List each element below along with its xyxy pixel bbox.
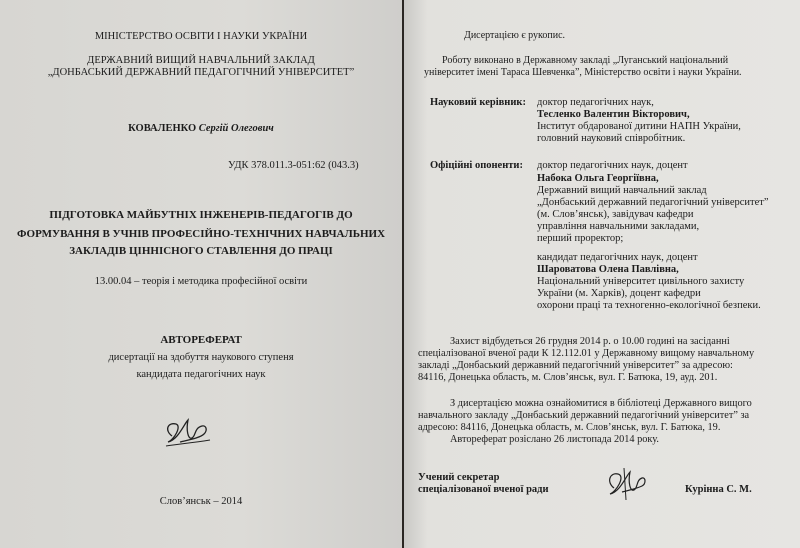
opponent1-line: (м. Слов’янськ), завідувач кафедри — [537, 209, 694, 220]
doc-type: АВТОРЕФЕРАТ — [160, 334, 242, 346]
author-name — [0, 123, 402, 135]
opponent1-line: Набока Ольга Георгіївна, — [537, 173, 659, 184]
supervisor-line: Тесленко Валентин Вікторович, — [537, 109, 690, 120]
library-line: адресою: 84116, Донецька область, м. Слов’янськ, вул. Г. Батюка, 19. — [418, 422, 721, 433]
imprint-page — [404, 0, 800, 548]
title-line-2: ФОРМУВАННЯ В УЧНІВ ПРОФЕСІЙНО-ТЕХНІЧНИХ НАВЧАЛЬНИХ — [16, 228, 386, 240]
title-line-1: ПІДГОТОВКА МАЙБУТНІХ ІНЖЕНЕРІВ-ПЕДАГОГІВ ДО — [49, 209, 353, 221]
manuscript-note: Дисертацією є рукопис. — [464, 30, 566, 41]
defense-line: Захист відбудеться 26 грудня 2014 р. о 10.00 годині на засіданні — [450, 336, 730, 347]
secretary-signature-icon — [602, 464, 652, 504]
secretary-name: Куріннa С. М. — [685, 484, 752, 495]
opponent1-line: управління навчальними закладами, — [537, 221, 700, 232]
supervisor-line: доктор педагогічних наук, — [537, 97, 654, 108]
opponent2-line: Національний університет цивільного захисту — [537, 276, 745, 287]
opponent1-line: „Донбаський державний педагогічний університет” — [537, 197, 769, 208]
supervisor-label: Науковий керівник: — [430, 97, 526, 108]
library-line: навчального закладу „Донбаський державний педагогічний університет” за — [418, 410, 750, 421]
defense-line: спеціалізованої вченої ради К 12.112.01 у Державному вищому навчальному — [418, 348, 755, 359]
opponent2-line: України (м. Харків), доцент кафедри — [537, 288, 701, 299]
institution-line-2: „ДОНБАСЬКИЙ ДЕРЖАВНИЙ ПЕДАГОГІЧНИЙ УНІВЕРСИТЕТ” — [47, 67, 355, 78]
author-signature-icon — [158, 410, 218, 452]
supervisor-line: головний науковий співробітник. — [537, 133, 686, 144]
supervisor-line: Інститут обдарованої дитини НАПН України, — [537, 121, 741, 132]
library-line: З дисертацією можна ознайомитися в бібліотеці Державного вищого — [450, 398, 752, 409]
secretary-title-1: Учений секретар — [418, 472, 500, 483]
defense-line: 84116, Донецька область, м. Слов’янськ, вул. Г. Батюка, 19, ауд. 201. — [418, 372, 718, 383]
ministry-heading: МІНІСТЕРСТВО ОСВІТИ І НАУКИ УКРАЇНИ — [94, 31, 308, 42]
specialty: 13.00.04 – теорія і методика професійної освіти — [94, 276, 308, 287]
degree-line-1: дисертації на здобуття наукового ступеня — [108, 352, 294, 363]
performed-line-2: університет імені Тараса Шевченка”, Міністерство освіти і науки України. — [424, 67, 742, 78]
degree-line-2: кандидата педагогічних наук — [136, 369, 266, 380]
opponents-label: Офіційні опоненти: — [430, 160, 523, 171]
author-given-name: Сергій Олегович — [196, 123, 274, 134]
opponent2-line: кандидат педагогічних наук, доцент — [537, 252, 698, 263]
opponent2-line: охорони праці та техногенно-екологічної безпеки. — [537, 300, 761, 311]
title-line-3: ЗАКЛАДІВ ЦІННІСНОГО СТАВЛЕННЯ ДО ПРАЦІ — [69, 245, 333, 257]
sent-out-date: Автореферат розіслано 26 листопада 2014 року. — [450, 434, 659, 445]
udc-code: УДК 378.011.3-051:62 (043.3) — [228, 160, 359, 171]
opponent1-line: Державний вищий навчальний заклад — [537, 185, 707, 196]
secretary-title-2: спеціалізованої вченої ради — [418, 484, 549, 495]
opponent1-line: перший проректор; — [537, 233, 624, 244]
defense-line: закладі „Донбаський державний педагогічний університет” за адресою: — [418, 360, 733, 371]
performed-line-1: Роботу виконано в Державному закладі „Луганський національний — [442, 55, 729, 66]
city-year: Слов’янськ – 2014 — [159, 496, 243, 507]
author-surname: КОВАЛЕНКО — [128, 123, 197, 134]
opponent2-line: Шароватова Олена Павлівна, — [537, 264, 679, 275]
opponent1-line: доктор педагогічних наук, доцент — [537, 160, 688, 171]
institution-line-1: ДЕРЖАВНИЙ ВИЩИЙ НАВЧАЛЬНИЙ ЗАКЛАД — [87, 55, 315, 66]
